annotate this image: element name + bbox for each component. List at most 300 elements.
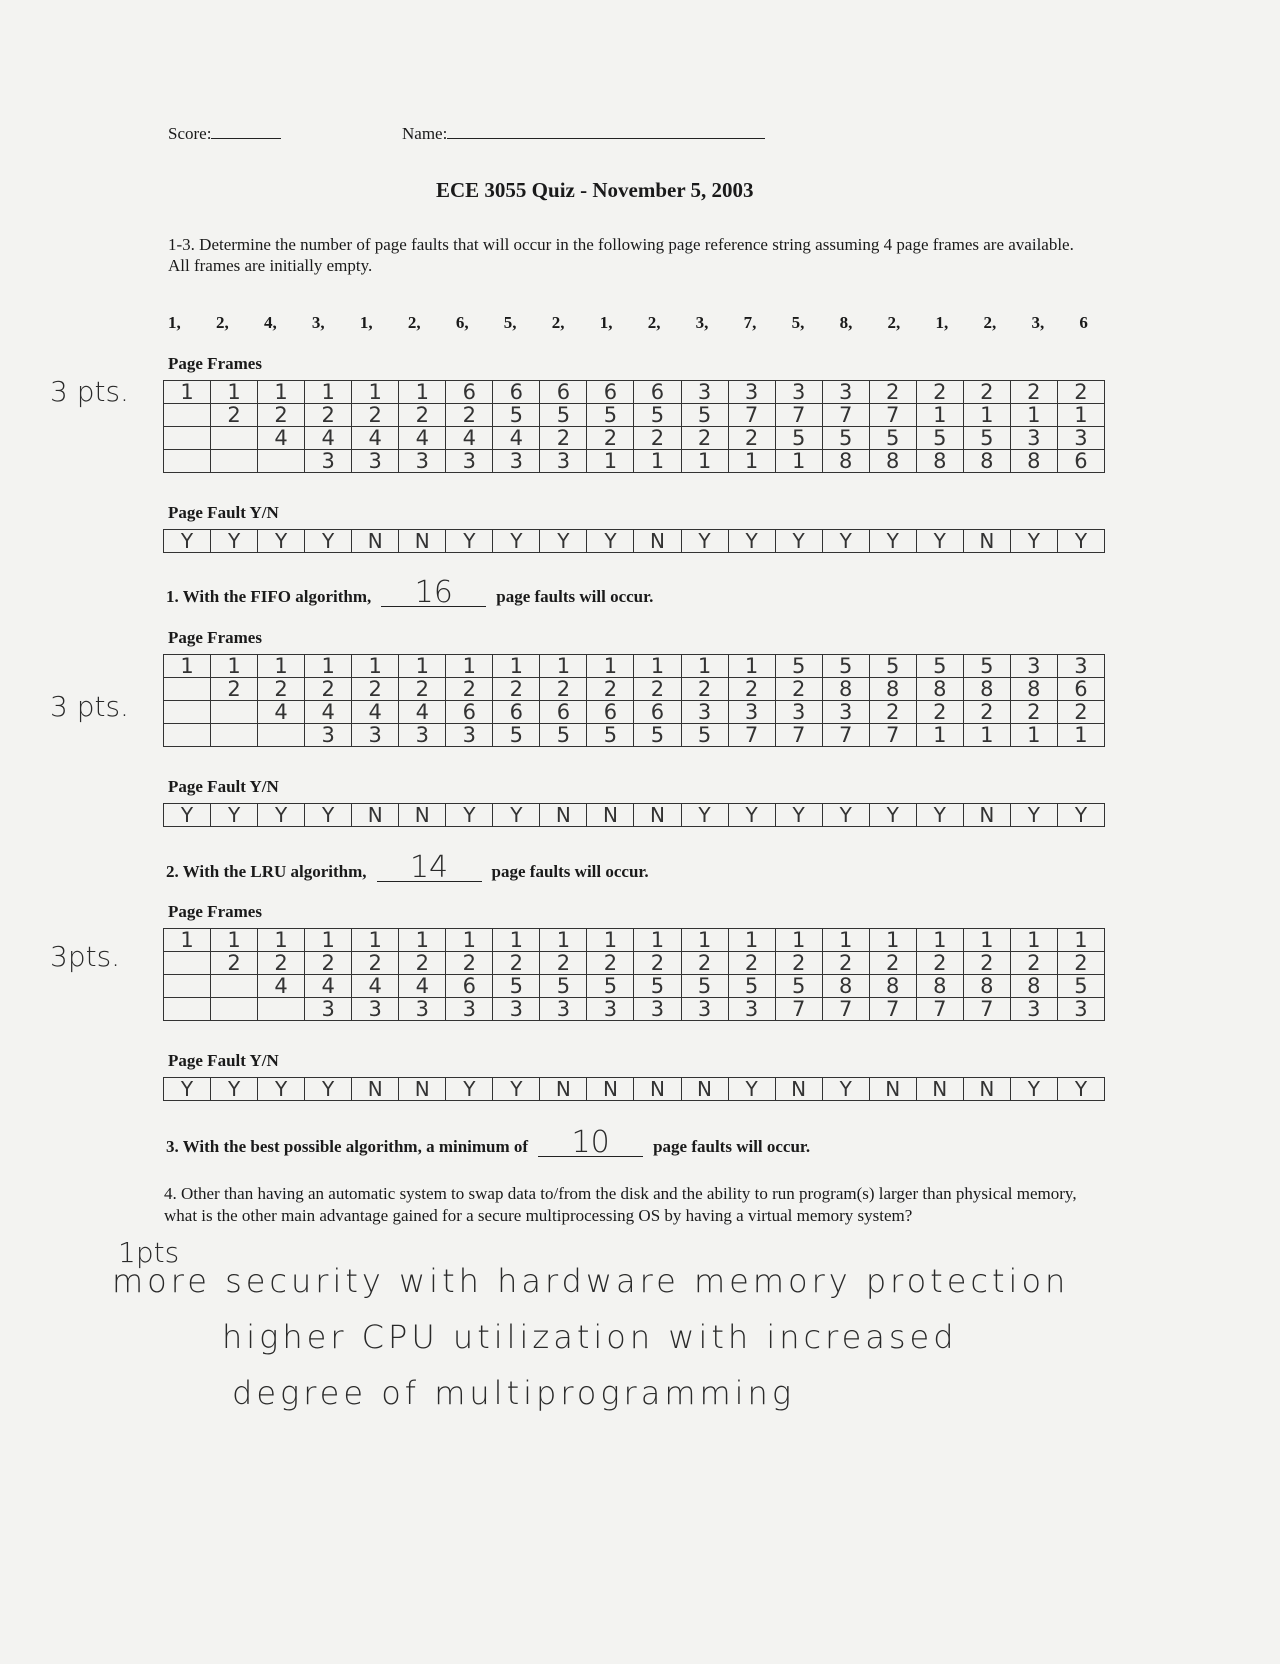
section-points: 3pts.: [50, 940, 121, 973]
frame-cell: 5: [493, 975, 540, 998]
frame-cell: 2: [399, 678, 446, 701]
frame-cell: 1: [681, 929, 728, 952]
frame-cell: 2: [775, 678, 822, 701]
frame-cell: 2: [916, 952, 963, 975]
frame-cell: 5: [963, 655, 1010, 678]
frame-cell: 6: [634, 381, 681, 404]
question-text: 1. With the FIFO algorithm,: [166, 587, 372, 606]
frame-cell: 7: [775, 724, 822, 747]
frame-cell: 2: [305, 678, 352, 701]
frame-cell: [164, 724, 211, 747]
fault-cell: Y: [1010, 1078, 1057, 1101]
frame-cell: 7: [963, 998, 1010, 1021]
frame-cell: 6: [1057, 678, 1104, 701]
reference-item: 2,: [887, 313, 901, 332]
fault-cell: Y: [1057, 804, 1104, 827]
page-fault-table: [163, 529, 1105, 553]
fault-cell: Y: [587, 530, 634, 553]
frame-cell: 7: [775, 404, 822, 427]
fault-cell: Y: [164, 804, 211, 827]
fault-cell: N: [963, 530, 1010, 553]
frame-cell: 2: [1057, 952, 1104, 975]
frame-cell: 8: [1010, 450, 1057, 473]
q4-answer-line-2: higher CPU utilization with increased: [222, 1318, 958, 1356]
frame-cell: 3: [728, 998, 775, 1021]
frame-cell: 2: [775, 952, 822, 975]
frame-cell: 3: [822, 701, 869, 724]
frame-cell: 7: [869, 998, 916, 1021]
frame-cell: 2: [399, 404, 446, 427]
frame-cell: 5: [634, 404, 681, 427]
frame-cell: [211, 450, 258, 473]
page-fault-table: [163, 1077, 1105, 1101]
frame-row: [164, 952, 1105, 975]
frame-cell: 2: [446, 952, 493, 975]
frame-cell: 1: [587, 929, 634, 952]
frame-cell: [164, 701, 211, 724]
frame-cell: 1: [916, 929, 963, 952]
frame-cell: 6: [493, 381, 540, 404]
frame-cell: 7: [822, 724, 869, 747]
frame-cell: 3: [305, 450, 352, 473]
fault-cell: Y: [869, 804, 916, 827]
frame-cell: 2: [634, 678, 681, 701]
frame-cell: 5: [775, 655, 822, 678]
frame-cell: 3: [399, 724, 446, 747]
frame-cell: 8: [822, 678, 869, 701]
page-frames-table: [163, 654, 1105, 747]
frame-cell: 8: [963, 450, 1010, 473]
page-title: ECE 3055 Quiz - November 5, 2003: [436, 178, 754, 202]
fault-cell: N: [399, 530, 446, 553]
frame-cell: 1: [822, 929, 869, 952]
frame-cell: 7: [916, 998, 963, 1021]
frame-cell: [211, 427, 258, 450]
frame-cell: 5: [869, 427, 916, 450]
question-text: page faults will occur.: [491, 862, 649, 881]
frame-cell: 6: [1057, 450, 1104, 473]
frame-cell: 5: [822, 655, 869, 678]
frame-cell: 1: [963, 929, 1010, 952]
frame-cell: 6: [446, 975, 493, 998]
frame-cell: [258, 998, 305, 1021]
frame-cell: 6: [540, 381, 587, 404]
frame-cell: 1: [493, 929, 540, 952]
frame-cell: 1: [1057, 929, 1104, 952]
frame-cell: 6: [634, 701, 681, 724]
question-text: page faults will occur.: [496, 587, 654, 606]
frame-cell: 1: [305, 929, 352, 952]
page-fault-table: [163, 803, 1105, 827]
frame-cell: 8: [1010, 678, 1057, 701]
frame-cell: 2: [352, 404, 399, 427]
frame-cell: 5: [775, 427, 822, 450]
fault-cell: Y: [775, 804, 822, 827]
frame-cell: 5: [587, 975, 634, 998]
fault-cell: N: [963, 1078, 1010, 1101]
reference-item: 3,: [1031, 313, 1045, 332]
frame-row: [164, 450, 1105, 473]
frame-cell: [211, 975, 258, 998]
fault-cell: Y: [446, 804, 493, 827]
frame-cell: 8: [869, 975, 916, 998]
frame-row: [164, 724, 1105, 747]
reference-item: 6,: [455, 313, 469, 332]
fault-cell: N: [587, 804, 634, 827]
frame-cell: 7: [822, 998, 869, 1021]
frame-cell: [211, 724, 258, 747]
reference-item: 3,: [695, 313, 709, 332]
fault-cell: N: [869, 1078, 916, 1101]
frame-cell: [164, 678, 211, 701]
frame-cell: 1: [634, 655, 681, 678]
reference-item: 2,: [407, 313, 421, 332]
frame-cell: 3: [1057, 655, 1104, 678]
frame-cell: 3: [1010, 655, 1057, 678]
fault-cell: Y: [258, 530, 305, 553]
frame-cell: 2: [258, 678, 305, 701]
frame-cell: 2: [728, 427, 775, 450]
fault-cell: N: [775, 1078, 822, 1101]
reference-item: 2,: [551, 313, 565, 332]
fault-cell: N: [916, 1078, 963, 1101]
frame-cell: 7: [869, 404, 916, 427]
frame-cell: 4: [258, 701, 305, 724]
frame-cell: 2: [258, 404, 305, 427]
frame-cell: 3: [1057, 427, 1104, 450]
question-2: [166, 850, 649, 885]
q4-answer-line-1: more security with hardware memory protection: [112, 1262, 1070, 1300]
fault-cell: Y: [493, 804, 540, 827]
frame-cell: 2: [916, 701, 963, 724]
frame-cell: 3: [540, 998, 587, 1021]
frame-row: [164, 427, 1105, 450]
frame-cell: 3: [446, 724, 493, 747]
frame-cell: 1: [681, 450, 728, 473]
frame-row: [164, 929, 1105, 952]
frame-cell: 6: [446, 381, 493, 404]
frame-cell: 2: [634, 427, 681, 450]
frame-cell: [258, 450, 305, 473]
frame-cell: 1: [1010, 929, 1057, 952]
frame-cell: 7: [775, 998, 822, 1021]
frame-cell: 3: [446, 450, 493, 473]
frame-cell: 8: [822, 450, 869, 473]
frame-cell: 3: [728, 701, 775, 724]
fault-cell: Y: [211, 530, 258, 553]
frame-cell: 3: [305, 998, 352, 1021]
frame-cell: 7: [822, 404, 869, 427]
frame-cell: 5: [540, 404, 587, 427]
frame-cell: 1: [164, 655, 211, 678]
frame-cell: 1: [916, 404, 963, 427]
frame-cell: 1: [634, 450, 681, 473]
frame-cell: 1: [211, 929, 258, 952]
frame-cell: 2: [446, 404, 493, 427]
frame-cell: 6: [446, 701, 493, 724]
frame-cell: 1: [1057, 724, 1104, 747]
q4-answer-line-3: degree of multiprogramming: [232, 1374, 796, 1412]
page-frames-label: Page Frames: [168, 628, 262, 647]
frame-cell: 2: [493, 952, 540, 975]
fault-cell: Y: [822, 530, 869, 553]
frame-cell: 2: [1010, 701, 1057, 724]
fault-cell: N: [681, 1078, 728, 1101]
frame-row: [164, 701, 1105, 724]
frame-cell: 3: [681, 381, 728, 404]
name-field: [402, 124, 765, 144]
frame-cell: 4: [399, 975, 446, 998]
frame-cell: 8: [963, 678, 1010, 701]
frame-cell: 3: [681, 701, 728, 724]
fault-cell: Y: [916, 530, 963, 553]
frame-row: [164, 655, 1105, 678]
frame-cell: 4: [399, 701, 446, 724]
fault-cell: Y: [728, 530, 775, 553]
frame-cell: 1: [1010, 404, 1057, 427]
reference-item: 7,: [743, 313, 757, 332]
frame-cell: 2: [352, 678, 399, 701]
frame-cell: 3: [1010, 427, 1057, 450]
fault-cell: Y: [869, 530, 916, 553]
frame-cell: 7: [869, 724, 916, 747]
frame-cell: 1: [258, 655, 305, 678]
frame-cell: 1: [1010, 724, 1057, 747]
frame-cell: 8: [916, 450, 963, 473]
frame-cell: 3: [540, 450, 587, 473]
frame-cell: 5: [587, 404, 634, 427]
frame-cell: 3: [399, 998, 446, 1021]
fault-cell: N: [399, 1078, 446, 1101]
frame-cell: 1: [164, 929, 211, 952]
frame-cell: 2: [493, 678, 540, 701]
frame-cell: 1: [963, 724, 1010, 747]
page-fault-label: Page Fault Y/N: [168, 777, 279, 796]
frame-cell: 2: [869, 381, 916, 404]
frame-cell: 8: [963, 975, 1010, 998]
page-fault-label: Page Fault Y/N: [168, 503, 279, 522]
frame-cell: 1: [305, 381, 352, 404]
frame-cell: 5: [587, 724, 634, 747]
reference-item: 1,: [599, 313, 613, 332]
frame-cell: 2: [963, 381, 1010, 404]
frame-cell: 5: [540, 724, 587, 747]
frame-cell: 1: [1057, 404, 1104, 427]
fault-cell: Y: [775, 530, 822, 553]
frame-cell: 1: [540, 929, 587, 952]
frame-cell: 2: [634, 952, 681, 975]
frame-cell: 2: [305, 952, 352, 975]
frame-cell: 1: [258, 929, 305, 952]
frame-cell: 6: [587, 381, 634, 404]
frame-cell: 5: [916, 427, 963, 450]
frame-cell: 2: [587, 427, 634, 450]
frame-cell: 4: [493, 427, 540, 450]
frame-cell: 1: [493, 655, 540, 678]
frame-cell: 1: [399, 655, 446, 678]
reference-item: 1,: [359, 313, 373, 332]
frame-cell: 2: [1010, 952, 1057, 975]
frame-cell: 5: [681, 975, 728, 998]
frame-cell: 1: [728, 450, 775, 473]
frame-row: [164, 381, 1105, 404]
page-frames-table: [163, 380, 1105, 473]
frame-cell: 1: [211, 381, 258, 404]
question-3: [166, 1125, 811, 1160]
frame-row: [164, 998, 1105, 1021]
frame-cell: 1: [587, 450, 634, 473]
fault-cell: Y: [681, 804, 728, 827]
reference-item: 1,: [935, 313, 949, 332]
frame-row: [164, 975, 1105, 998]
frame-cell: 2: [1010, 381, 1057, 404]
frame-cell: 2: [728, 678, 775, 701]
fault-row: [164, 804, 1105, 827]
frame-cell: 1: [681, 655, 728, 678]
reference-item: 2,: [215, 313, 229, 332]
question-text: page faults will occur.: [653, 1137, 811, 1156]
frame-cell: 3: [493, 998, 540, 1021]
frame-cell: 2: [211, 952, 258, 975]
frame-cell: 3: [681, 998, 728, 1021]
frame-cell: 2: [587, 678, 634, 701]
page-frames-label: Page Frames: [168, 354, 262, 373]
fault-cell: Y: [305, 1078, 352, 1101]
frame-cell: 1: [728, 655, 775, 678]
reference-item: 6: [1079, 313, 1088, 332]
frame-cell: 8: [916, 975, 963, 998]
fault-cell: Y: [1010, 804, 1057, 827]
frame-cell: 5: [634, 975, 681, 998]
fault-cell: Y: [211, 804, 258, 827]
fault-cell: N: [352, 1078, 399, 1101]
fault-cell: Y: [305, 804, 352, 827]
frame-cell: 8: [916, 678, 963, 701]
frame-cell: [164, 450, 211, 473]
fault-row: [164, 1078, 1105, 1101]
fault-cell: Y: [446, 530, 493, 553]
fault-row: [164, 530, 1105, 553]
frame-cell: 2: [963, 952, 1010, 975]
fault-cell: N: [587, 1078, 634, 1101]
fault-cell: Y: [211, 1078, 258, 1101]
frame-cell: 1: [728, 929, 775, 952]
frame-cell: 3: [305, 724, 352, 747]
fault-cell: N: [634, 804, 681, 827]
fault-cell: Y: [728, 804, 775, 827]
fault-cell: N: [352, 530, 399, 553]
frame-cell: 4: [305, 975, 352, 998]
fault-cell: Y: [446, 1078, 493, 1101]
question-text: 2. With the LRU algorithm,: [166, 862, 367, 881]
frame-cell: 7: [728, 724, 775, 747]
page-fault-label: Page Fault Y/N: [168, 1051, 279, 1070]
reference-item: 4,: [263, 313, 277, 332]
frame-cell: 3: [399, 450, 446, 473]
frame-cell: 4: [446, 427, 493, 450]
frame-cell: 3: [352, 998, 399, 1021]
frame-cell: 2: [1057, 701, 1104, 724]
frame-cell: 2: [446, 678, 493, 701]
frame-cell: 2: [305, 404, 352, 427]
frame-cell: 6: [587, 701, 634, 724]
frame-cell: [258, 724, 305, 747]
frame-cell: 3: [1057, 998, 1104, 1021]
frame-cell: 2: [869, 952, 916, 975]
reference-item: 2,: [647, 313, 661, 332]
q4-question: 4. Other than having an automatic system to swap data to/from the disk and the ability to run program(s) larger than physical memory, what is the other main advantage gained for a secure multiprocessing OS by having a virtual memory system?: [164, 1184, 1077, 1225]
frame-cell: 3: [352, 724, 399, 747]
frame-cell: 2: [963, 701, 1010, 724]
fault-cell: Y: [1057, 530, 1104, 553]
frame-cell: 8: [869, 450, 916, 473]
frame-cell: 6: [540, 701, 587, 724]
frame-cell: 2: [352, 952, 399, 975]
frame-cell: 4: [352, 427, 399, 450]
question-text: 3. With the best possible algorithm, a minimum of: [166, 1137, 529, 1156]
name-label: Name:: [402, 124, 448, 143]
frame-cell: 2: [399, 952, 446, 975]
question-1: [166, 575, 654, 610]
fault-cell: Y: [164, 530, 211, 553]
frame-cell: 1: [869, 929, 916, 952]
frame-cell: 4: [352, 701, 399, 724]
frame-cell: 2: [822, 952, 869, 975]
frame-cell: 2: [681, 427, 728, 450]
answer-blank: 14: [377, 855, 482, 882]
frame-cell: 3: [446, 998, 493, 1021]
frame-cell: 2: [681, 678, 728, 701]
frame-row: [164, 404, 1105, 427]
reference-item: 2,: [983, 313, 997, 332]
frame-cell: 4: [305, 701, 352, 724]
frame-cell: 1: [399, 381, 446, 404]
frame-cell: 5: [775, 975, 822, 998]
frame-cell: [164, 952, 211, 975]
frame-cell: 4: [258, 975, 305, 998]
fault-cell: N: [540, 804, 587, 827]
page-frames-table: [163, 928, 1105, 1021]
fault-cell: Y: [681, 530, 728, 553]
frame-cell: 5: [1057, 975, 1104, 998]
frame-cell: 1: [352, 655, 399, 678]
frame-cell: [164, 975, 211, 998]
fault-cell: Y: [822, 804, 869, 827]
frame-cell: 1: [399, 929, 446, 952]
frame-cell: 1: [540, 655, 587, 678]
reference-item: 1,: [168, 313, 181, 332]
frame-cell: 1: [258, 381, 305, 404]
fault-cell: Y: [305, 530, 352, 553]
fault-cell: N: [540, 1078, 587, 1101]
frame-cell: 5: [822, 427, 869, 450]
fault-cell: N: [634, 1078, 681, 1101]
frame-cell: 1: [916, 724, 963, 747]
name-blank: [447, 138, 765, 139]
frame-cell: [211, 701, 258, 724]
fault-cell: Y: [258, 804, 305, 827]
fault-cell: N: [352, 804, 399, 827]
fault-cell: N: [634, 530, 681, 553]
frame-cell: 1: [587, 655, 634, 678]
answer-blank: 10: [538, 1130, 643, 1157]
frame-cell: 2: [540, 952, 587, 975]
frame-cell: 7: [728, 404, 775, 427]
frame-cell: 2: [540, 678, 587, 701]
frame-cell: 4: [399, 427, 446, 450]
frame-cell: 5: [869, 655, 916, 678]
frame-cell: 1: [446, 929, 493, 952]
